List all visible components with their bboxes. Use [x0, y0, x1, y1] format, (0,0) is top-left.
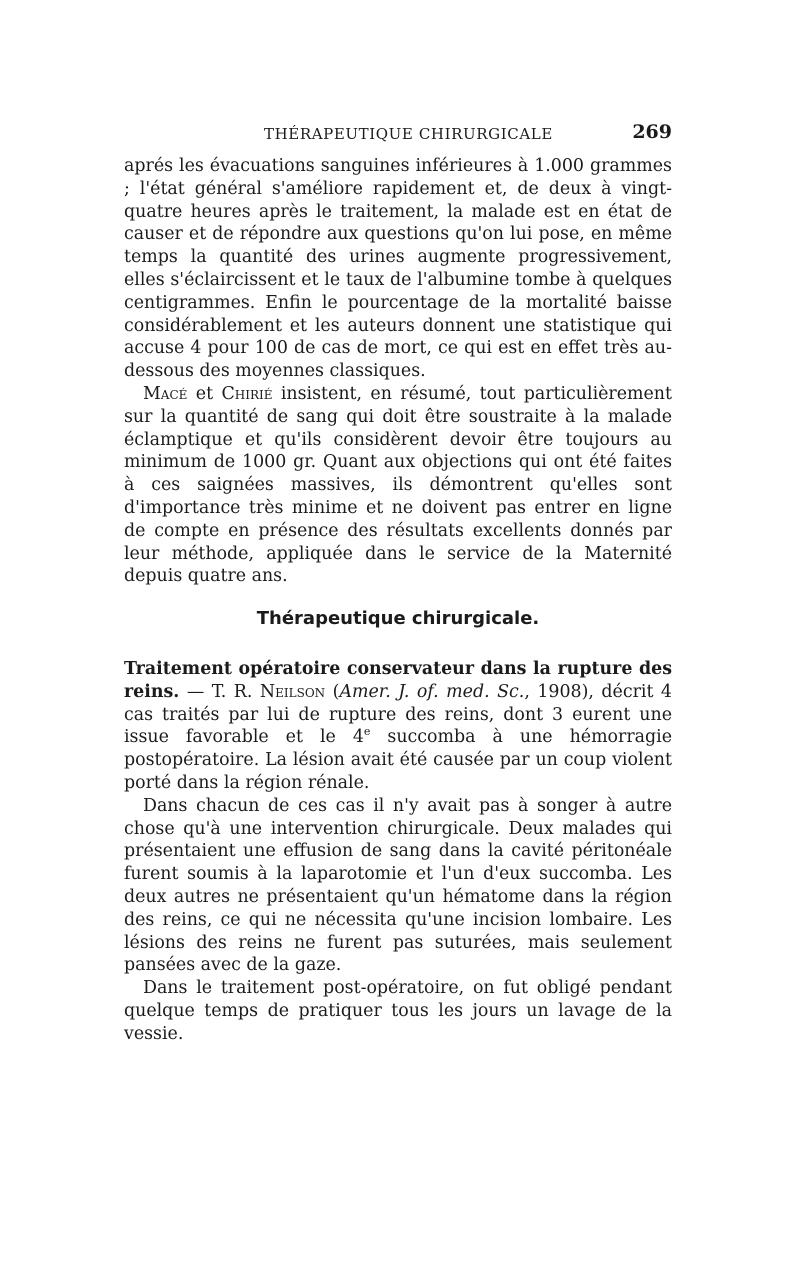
author-chirie: Chirié — [221, 383, 273, 404]
source-journal: Amer. J. of. med. Sc. — [339, 681, 525, 702]
conjunction: et — [187, 383, 222, 404]
source-year: , 1908), décrit 4 cas traités par lui de rupture des reins, dont 3 eurent une issue favorable et le 4 — [124, 681, 672, 748]
article-author: Neilson — [259, 681, 326, 702]
article-title: Traitement opératoire conservateur dans la rupture des reins. — [124, 659, 672, 702]
running-header — [124, 121, 672, 147]
source-open: ( — [325, 681, 340, 702]
page-number: 269 — [632, 121, 672, 143]
continued-text — [124, 155, 672, 588]
paragraph-mace-chirie — [124, 383, 672, 588]
paragraph-mace-chirie-text: insistent, en résumé, tout particulièrement sur la quantité de sang qui doit être soustraite à la malade éclamptique et qu'ils considèrent devoir être toujours au minimum de 1000 gr. Quant aux objections qui ont été faites à ces saignées massives, ils démontrent qu'elles sont d'importance très minime et ne doivent pas entrer en ligne de compte en présence des résultats excellents donnés par leur méthode, appliquée dans le service de la Maternité depuis quatre ans. — [124, 383, 672, 587]
author-mace: Macé — [143, 383, 188, 404]
article-second-paragraph: Dans chacun de ces cas il n'y avait pas à songer à autre chose qu'à une intervention chirurgicale. Deux malades qui présentaient une effusion de sang dans la cavité péritonéale furent soumis à la laparotomie et l'un d'eux succomba. Les deux autres ne présentaient qu'un hématome dans la région des reins, ce qui ne nécessita qu'une incision lombaire. Les lésions des reins ne furent pas suturées, mais seulement pansées avec de la gaze. — [124, 795, 672, 976]
paragraph-continuation: aprés les évacuations sanguines inférieures à 1.000 grammes ; l'état général s'améliore rapidement et, de deux à vingt-quatre heures après le traitement, la malade est en état de causer et de répondre aux questions qu'on lui pose, en même temps la quantité des urines augmente progressivement, elles s'éclaircissent et le taux de l'albumine tombe à quelques centigrammes. Enfin le pourcentage de la mortalité baisse considérablement et les auteurs donnent une statistique qui accuse 4 pour 100 de cas de mort, ce qui est en effet très au-dessous des moyennes classiques. — [124, 156, 672, 382]
article-dash: — T. R. — [179, 681, 260, 702]
article-first-paragraph — [124, 658, 672, 795]
article-first-paragraph-rest: succomba à une hémorragie postopératoire. La lésion avait été causée par un coup violent porté dans la région rénale. — [124, 727, 673, 793]
article-neilson — [124, 658, 672, 1046]
ordinal-superscript: e — [363, 725, 371, 739]
running-title: THÉRAPEUTIQUE CHIRURGICALE — [264, 125, 553, 143]
section-heading: Thérapeutique chirurgicale. — [256, 608, 540, 629]
article-third-paragraph: Dans le traitement post-opératoire, on fut obligé pendant quelque temps de pratiquer tous les jours un lavage de la vessie. — [124, 978, 672, 1044]
